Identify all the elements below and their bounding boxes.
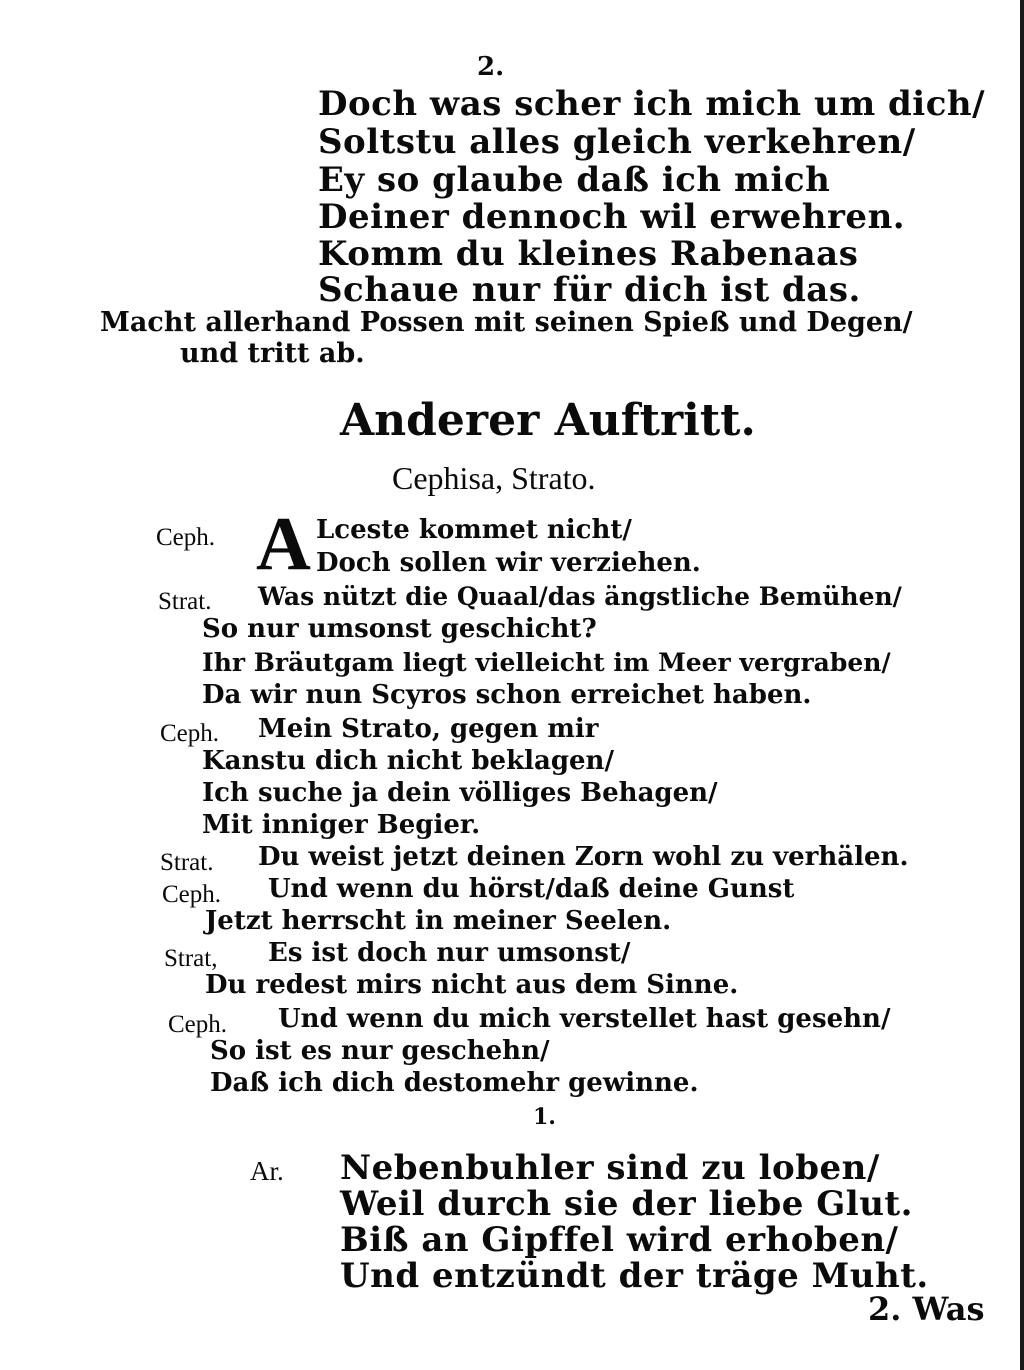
page-number: 2.: [477, 52, 505, 82]
verse-line: Soltstu alles gleich verkehren/: [318, 122, 916, 162]
verse-line: Komm du kleines Rabenaas: [318, 234, 859, 274]
speaker-label: Ceph.: [162, 881, 222, 908]
verse-line: Schaue nur für dich ist das.: [318, 270, 861, 310]
speaker-label: Strat.: [160, 849, 214, 876]
catchword: 2. Was: [868, 1290, 985, 1328]
dialogue-line: So ist es nur geschehn/: [210, 1036, 550, 1066]
verse-line: Doch was scher ich mich um dich/: [318, 84, 986, 124]
scene-title: Anderer Auftritt.: [340, 395, 756, 446]
scene-characters: Cephisa, Strato.: [392, 460, 596, 496]
speaker-label: Ceph.: [168, 1011, 228, 1038]
dialogue-line: Mein Strato, gegen mir: [258, 714, 599, 744]
stage-direction: und tritt ab.: [180, 338, 365, 369]
dialogue-line: Lceste kommet nicht/: [316, 515, 632, 545]
dialogue-line: Da wir nun Scyros schon erreichet haben.: [202, 680, 812, 710]
dialogue-line: Und wenn du hörst/daß deine Gunst: [268, 874, 795, 904]
aria-line: Nebenbuhler sind zu loben/: [340, 1148, 880, 1188]
dialogue-line: Was nützt die Quaal/das ängstliche Bemühen/: [258, 582, 902, 611]
speaker-label: Ceph.: [156, 524, 216, 551]
speaker-label: Strat,: [164, 945, 218, 972]
dialogue-line: Jetzt herrscht in meiner Seelen.: [205, 906, 672, 936]
dialogue-line: Und wenn du mich verstellet hast gesehn/: [278, 1004, 891, 1034]
stage-direction: Macht allerhand Possen mit seinen Spieß und Degen/: [100, 307, 913, 338]
verse-line: Deiner dennoch wil erwehren.: [318, 197, 906, 237]
aria-speaker: Ar.: [250, 1156, 284, 1186]
aria-number: 1.: [533, 1104, 556, 1130]
drop-cap: A: [256, 502, 311, 586]
speaker-label: Strat.: [158, 588, 212, 615]
dialogue-line: Es ist doch nur umsonst/: [268, 938, 631, 968]
dialogue-line: Doch sollen wir verziehen.: [316, 548, 701, 578]
aria-line: Weil durch sie der liebe Glut.: [340, 1184, 913, 1224]
dialogue-line: Ihr Bräutgam liegt vielleicht im Meer vergraben/: [202, 648, 891, 677]
dialogue-line: Du redest mirs nicht aus dem Sinne.: [205, 970, 739, 1000]
verse-line: Ey so glaube daß ich mich: [318, 160, 831, 200]
dialogue-line: Ich suche ja dein völliges Behagen/: [202, 778, 718, 808]
dialogue-line: Mit inniger Begier.: [202, 810, 481, 840]
speaker-label: Ceph.: [160, 720, 220, 747]
dialogue-line: Daß ich dich destomehr gewinne.: [210, 1068, 699, 1098]
aria-line: Und entzündt der träge Muht.: [340, 1256, 929, 1296]
aria-line: Biß an Gipffel wird erhoben/: [340, 1220, 899, 1260]
dialogue-line: Kanstu dich nicht beklagen/: [202, 746, 614, 776]
dialogue-line: So nur umsonst geschicht?: [202, 614, 597, 644]
page-edge: [1020, 0, 1024, 1370]
dialogue-line: Du weist jetzt deinen Zorn wohl zu verhälen.: [258, 842, 909, 872]
